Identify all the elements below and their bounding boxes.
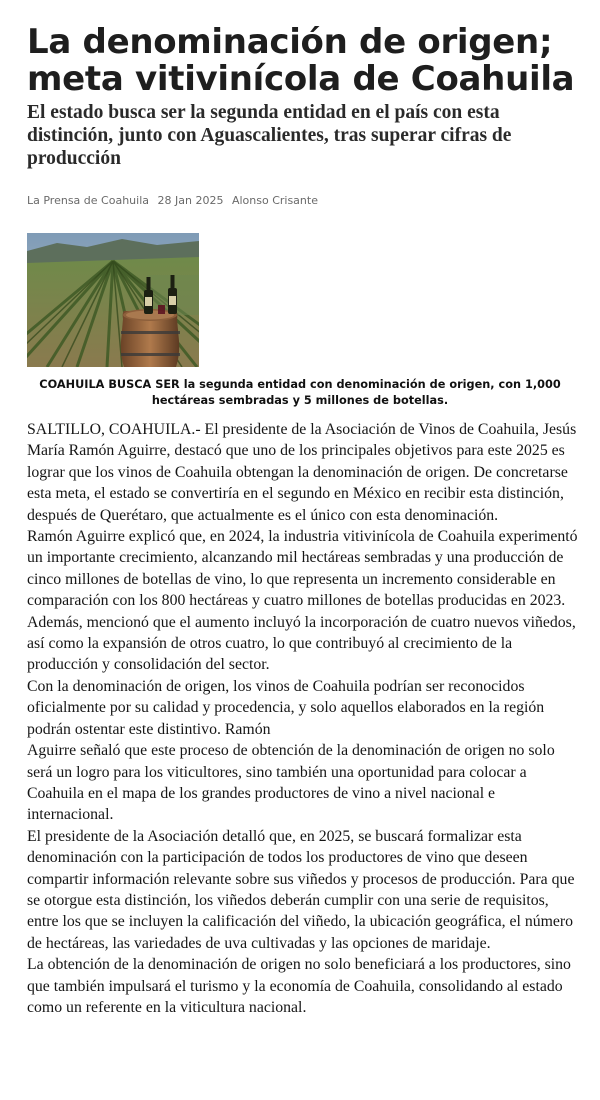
photo-caption bbox=[27, 377, 573, 409]
caption-text: la segunda entidad con denominación de origen, con 1,000 hectáreas sembradas y 5 millones de botellas. bbox=[151, 378, 561, 407]
article-body bbox=[27, 419, 583, 1018]
byline-source: La Prensa de Coahuila bbox=[27, 194, 149, 207]
article-paragraph: Ramón Aguirre explicó que, en 2024, la industria vitivinícola de Coahuila experimentó un importante crecimiento, alcanzando mil hectáreas sembradas y una producción de cinco millones de botellas de vino, lo que representa un incremento considerable en comparación con los 800 hectáreas y cuatro millones de botellas producidas en 2023. bbox=[27, 528, 578, 610]
article-photo bbox=[27, 233, 199, 367]
byline-author: Alonso Crisante bbox=[231, 194, 318, 207]
article-paragraph: El presidente de la Asociación detalló que, en 2025, se buscará formalizar esta denominación con la participación de todos los productores de vino que deseen compartir información relevante sobre sus viñedos y procesos de producción. Para que se otorgue esta distinción, los viñedos deberán cumplir con una serie de requisitos, entre los que se incluyen la calificación del viñedo, la ubicación geográfica, el número de hectáreas, las variedades de uva cultivadas y las opciones de maridaje. bbox=[27, 827, 575, 952]
byline bbox=[27, 194, 323, 208]
article-paragraph: Además, mencionó que el aumento incluyó la incorporación de cuatro nuevos viñedos, así como la expansión de otros cuatro, lo que contribuyó al crecimiento de la producción y consolidación del sector. bbox=[27, 613, 576, 674]
vineyard-wine-barrel-photo bbox=[27, 233, 199, 367]
article-paragraph: Con la denominación de origen, los vinos de Coahuila podrían ser reconocidos oficialmente por su calidad y procedencia, y solo aquellos elaborados en la región podrán ostentar este distintivo. Ramón bbox=[27, 677, 545, 738]
article-subheadline: El estado busca ser la segunda entidad en el país con esta distinción, junto con Aguascalientes, tras superar cifras de producción bbox=[27, 102, 512, 169]
article-paragraph: La obtención de la denominación de origen no solo beneficiará a los productores, sino que también impulsará el turismo y la economía de Coahuila, consolidando al estado como un referente en la viticultura nacional. bbox=[27, 956, 571, 1016]
article-headline: La denominación de origen; meta vitivinícola de Coahuila bbox=[27, 22, 575, 99]
article-paragraph: SALTILLO, COAHUILA.- El presidente de la Asociación de Vinos de Coahuila, Jesús María Ramón Aguirre, destacó que uno de los principales objetivos para este 2025 es lograr que los vinos de Coahuila obtengan la denominación de origen. De concretarse esta meta, el estado se convertiría en el segundo en México en recibir esta distinción, después de Querétaro, que actualmente es el único con esta denominación. bbox=[27, 421, 577, 524]
article-paragraph: Aguirre señaló que este proceso de obtención de la denominación de origen no solo será un logro para los viticultores, sino también una oportunidad para colocar a Coahuila en el mapa de los grandes productores de vino a nivel nacional e internacional. bbox=[27, 742, 555, 824]
byline-date: 28 Jan 2025 bbox=[157, 194, 224, 207]
caption-lead: COAHUILA BUSCA SER bbox=[39, 378, 180, 391]
